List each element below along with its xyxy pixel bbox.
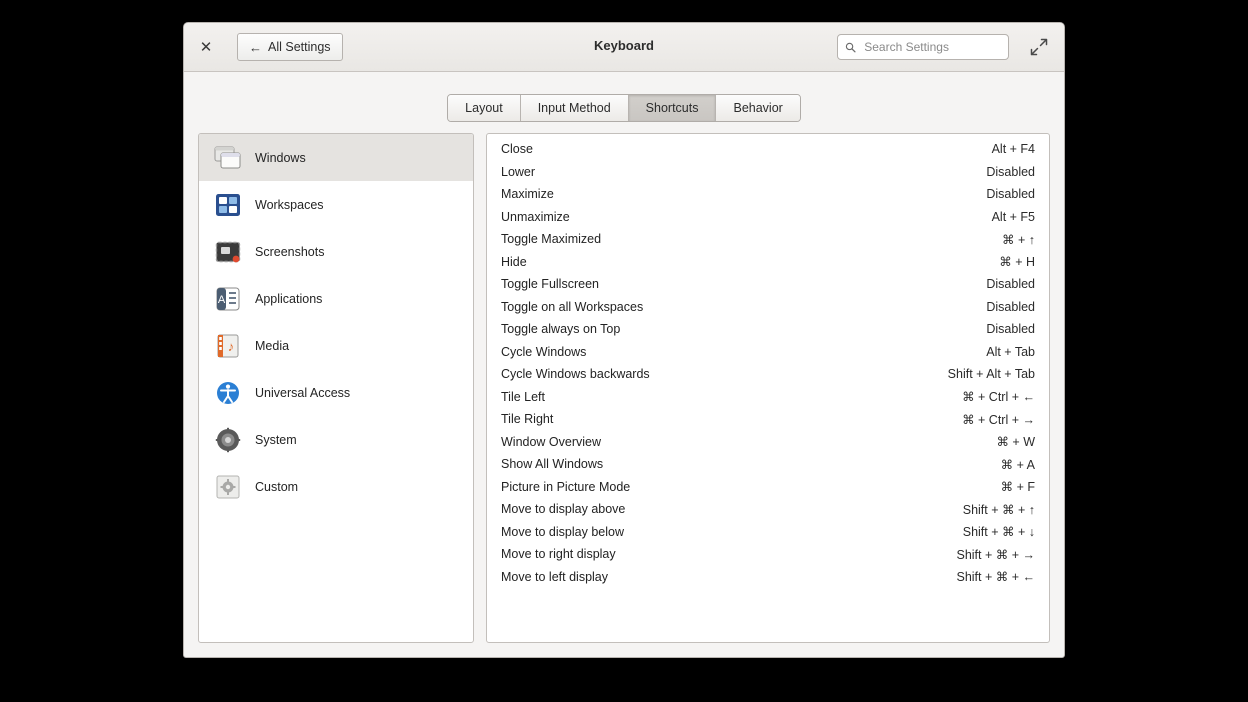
shortcut-accel[interactable]: Disabled bbox=[986, 322, 1035, 337]
sidebar-item-universal-access[interactable] bbox=[199, 369, 473, 416]
tabs bbox=[447, 94, 801, 122]
screenshots-icon bbox=[213, 237, 243, 267]
table-row[interactable] bbox=[487, 183, 1049, 206]
shortcut-name: Tile Left bbox=[501, 389, 546, 404]
shortcut-name: Move to display below bbox=[501, 524, 624, 539]
table-row[interactable] bbox=[487, 341, 1049, 364]
shortcut-name: Cycle Windows backwards bbox=[501, 367, 650, 382]
search-icon bbox=[845, 41, 856, 54]
table-row[interactable] bbox=[487, 273, 1049, 296]
sidebar-item-label: Workspaces bbox=[255, 197, 324, 212]
table-row[interactable] bbox=[487, 138, 1049, 161]
shortcut-name: Move to right display bbox=[501, 547, 616, 562]
applications-icon bbox=[213, 284, 243, 314]
sidebar-item-label: Screenshots bbox=[255, 244, 325, 259]
table-row[interactable] bbox=[487, 453, 1049, 476]
shortcut-accel[interactable]: Disabled bbox=[986, 299, 1035, 314]
tab-input-method[interactable]: Input Method bbox=[521, 95, 629, 121]
shortcut-accel[interactable]: ⌘ + F bbox=[1000, 480, 1035, 495]
shortcut-accel[interactable]: Shift + Alt + Tab bbox=[947, 367, 1035, 382]
sidebar-item-windows[interactable] bbox=[199, 134, 473, 181]
shortcut-list bbox=[486, 133, 1050, 643]
shortcut-name: Tile Right bbox=[501, 412, 554, 427]
shortcut-accel[interactable]: Alt + F4 bbox=[991, 142, 1035, 157]
tab-bar bbox=[184, 94, 1064, 122]
shortcut-name: Move to left display bbox=[501, 569, 608, 584]
table-row[interactable] bbox=[487, 543, 1049, 566]
custom-icon bbox=[213, 472, 243, 502]
table-row[interactable] bbox=[487, 251, 1049, 274]
shortcut-accel[interactable]: Shift + ⌘ + ↓ bbox=[962, 525, 1035, 540]
shortcut-name: Move to display above bbox=[501, 502, 626, 517]
shortcut-name: Toggle Fullscreen bbox=[501, 277, 599, 292]
shortcut-accel[interactable]: ⌘ + H bbox=[999, 255, 1035, 270]
shortcut-accel[interactable]: ⌘ + Ctrl + → bbox=[962, 412, 1035, 427]
sidebar-item-applications[interactable] bbox=[199, 275, 473, 322]
search-box[interactable] bbox=[837, 34, 1009, 60]
sidebar-item-label: Universal Access bbox=[255, 385, 351, 400]
workspaces-icon bbox=[213, 190, 243, 220]
close-icon: ✕ bbox=[199, 38, 213, 56]
shortcut-accel[interactable]: ⌘ + A bbox=[1000, 457, 1035, 472]
shortcut-accel[interactable]: Shift + ⌘ + ← bbox=[956, 570, 1035, 585]
settings-window bbox=[183, 22, 1065, 658]
shortcut-name: Lower bbox=[501, 164, 536, 179]
universal-access-icon bbox=[213, 378, 243, 408]
table-row[interactable] bbox=[487, 296, 1049, 319]
shortcut-name: Toggle always on Top bbox=[501, 322, 621, 337]
table-row[interactable] bbox=[487, 318, 1049, 341]
search-input[interactable] bbox=[862, 39, 1001, 55]
shortcut-accel[interactable]: Alt + Tab bbox=[986, 344, 1035, 359]
maximize-button[interactable] bbox=[1028, 36, 1050, 58]
page-title: Keyboard bbox=[594, 38, 654, 53]
table-row[interactable] bbox=[487, 161, 1049, 184]
shortcut-accel[interactable]: ⌘ + W bbox=[996, 435, 1035, 450]
sidebar-item-system[interactable] bbox=[199, 416, 473, 463]
all-settings-label: All Settings bbox=[268, 40, 331, 54]
tab-layout[interactable]: Layout bbox=[448, 95, 521, 121]
svg-text:A: A bbox=[217, 293, 226, 306]
shortcut-accel[interactable]: Alt + F5 bbox=[991, 209, 1035, 224]
shortcut-accel[interactable]: Disabled bbox=[986, 277, 1035, 292]
sidebar-item-label: Custom bbox=[255, 479, 299, 494]
shortcut-name: Cycle Windows bbox=[501, 344, 587, 359]
windows-icon bbox=[213, 143, 243, 173]
shortcut-accel[interactable]: ⌘ + Ctrl + ← bbox=[962, 390, 1035, 405]
table-row[interactable] bbox=[487, 476, 1049, 499]
shortcut-accel[interactable]: Shift + ⌘ + → bbox=[956, 547, 1035, 562]
shortcut-name: Toggle Maximized bbox=[501, 232, 602, 247]
table-row[interactable] bbox=[487, 498, 1049, 521]
titlebar bbox=[184, 23, 1064, 72]
media-icon bbox=[213, 331, 243, 361]
table-row[interactable] bbox=[487, 566, 1049, 589]
content-area bbox=[198, 133, 1050, 643]
shortcut-accel[interactable]: Shift + ⌘ + ↑ bbox=[962, 502, 1035, 517]
sidebar-item-workspaces[interactable] bbox=[199, 181, 473, 228]
shortcut-name: Maximize bbox=[501, 187, 554, 202]
shortcut-accel[interactable]: Disabled bbox=[986, 187, 1035, 202]
shortcut-name: Unmaximize bbox=[501, 209, 570, 224]
shortcut-accel[interactable]: ⌘ + ↑ bbox=[1002, 232, 1035, 247]
sidebar-item-label: System bbox=[255, 432, 297, 447]
shortcut-name: Show All Windows bbox=[501, 457, 604, 472]
table-row[interactable] bbox=[487, 228, 1049, 251]
svg-text:♪: ♪ bbox=[227, 338, 235, 354]
table-row[interactable] bbox=[487, 206, 1049, 229]
sidebar-item-custom[interactable] bbox=[199, 463, 473, 510]
back-arrow-icon: ← bbox=[249, 39, 262, 55]
table-row[interactable] bbox=[487, 363, 1049, 386]
sidebar-item-label: Media bbox=[255, 338, 290, 353]
shortcut-name: Picture in Picture Mode bbox=[501, 479, 631, 494]
shortcut-name: Toggle on all Workspaces bbox=[501, 299, 644, 314]
sidebar-item-media[interactable] bbox=[199, 322, 473, 369]
shortcut-name: Hide bbox=[501, 254, 527, 269]
table-row[interactable] bbox=[487, 431, 1049, 454]
system-icon bbox=[213, 425, 243, 455]
expand-icon bbox=[1028, 36, 1050, 58]
shortcut-name: Window Overview bbox=[501, 434, 602, 449]
tab-behavior[interactable]: Behavior bbox=[716, 95, 799, 121]
tab-shortcuts[interactable]: Shortcuts bbox=[629, 95, 717, 121]
shortcut-name: Close bbox=[501, 142, 533, 157]
shortcut-accel[interactable]: Disabled bbox=[986, 164, 1035, 179]
table-row[interactable] bbox=[487, 521, 1049, 544]
table-row[interactable] bbox=[487, 386, 1049, 409]
category-sidebar bbox=[198, 133, 474, 643]
sidebar-item-label: Applications bbox=[255, 291, 323, 306]
sidebar-item-label: Windows bbox=[255, 150, 306, 165]
table-row[interactable] bbox=[487, 408, 1049, 431]
sidebar-item-screenshots[interactable] bbox=[199, 228, 473, 275]
